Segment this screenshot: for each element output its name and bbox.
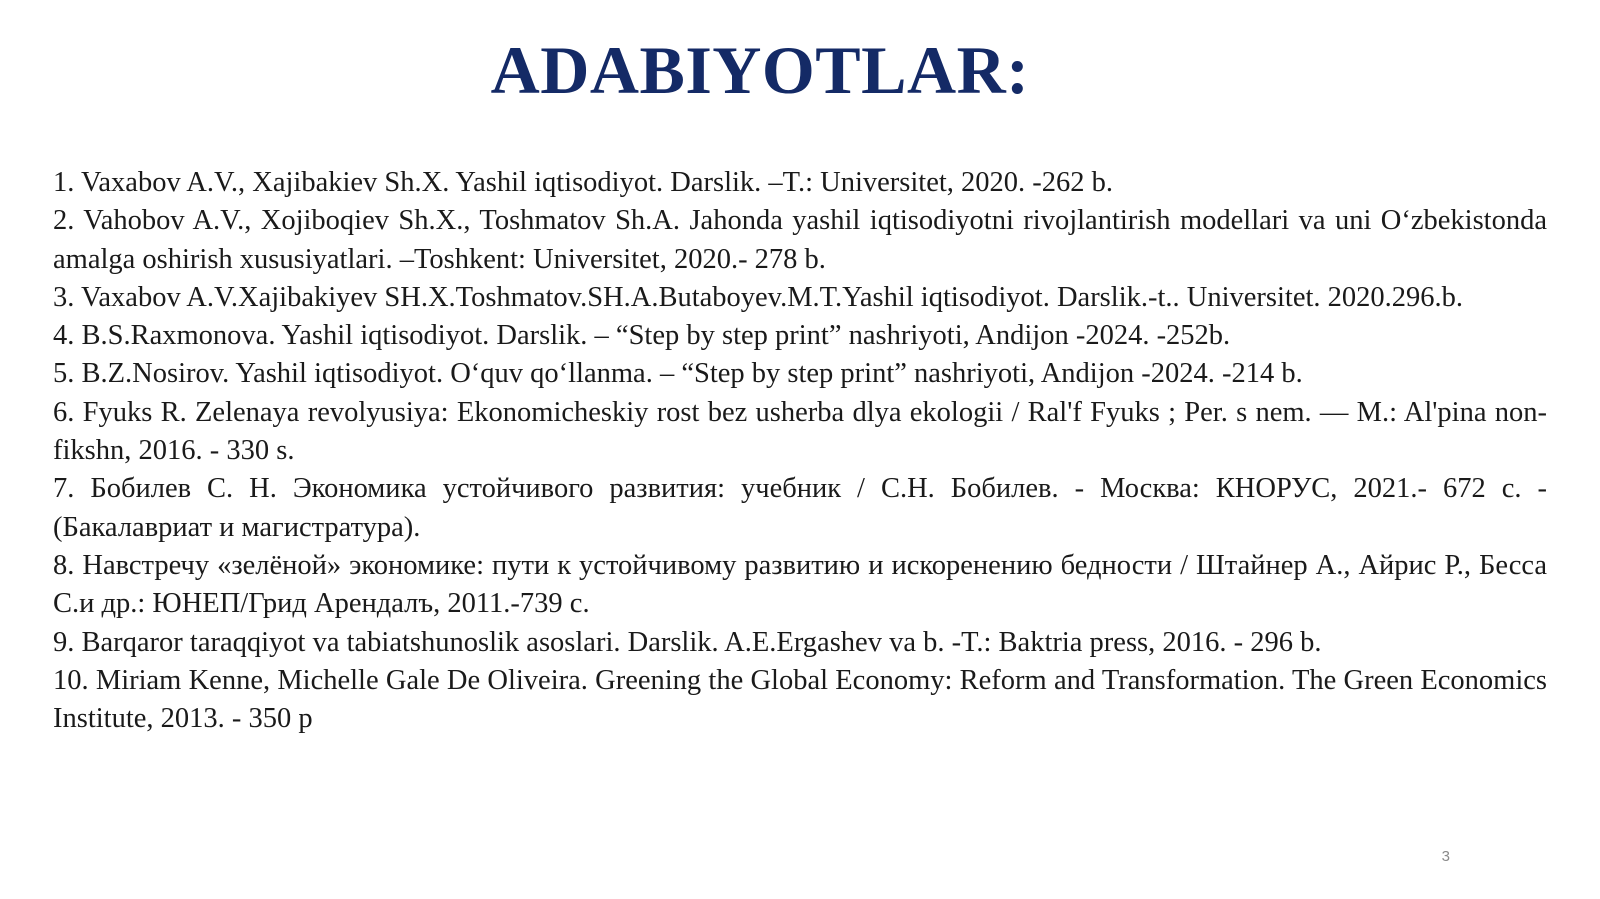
reference-item: 2. Vahobov A.V., Xojiboqiev Sh.X., Toshmatov Sh.A. Jahonda yashil iqtisodiyotni rivojlantirish modellari va uni O‘zbekistonda amalga oshirish xususiyatlari. –Toshkent: Universitet, 2020.- 278 b. (53, 205, 1547, 275)
page-number: 3 (1441, 848, 1450, 865)
reference-item: 3. Vaxabov A.V.Xajibakiyev SH.X.Toshmatov.SH.A.Butaboyev.M.T.Yashil iqtisodiyot. Darslik.-t.. Universitet. 2020.296.b. (53, 281, 1464, 313)
reference-item: 7. Бобилев С. Н. Экономика устойчивого развития: учебник / С.Н. Бобилев. - Москва: КНОРУС, 2021.- 672 с. - (Бакалавриат и магистратура). (53, 473, 1547, 543)
reference-item: 1. Vaxabov A.V., Xajibakiev Sh.X. Yashil iqtisodiyot. Darslik. –T.: Universitet, 2020. -262 b. (53, 167, 1114, 198)
reference-item: 4. B.S.Raxmonova. Yashil iqtisodiyot. Darslik. – “Step by step print” nashriyoti, Andijon -2024. -252b. (53, 320, 1231, 352)
reference-list (53, 164, 1547, 738)
slide-title: ADABIYOTLAR: (490, 32, 1030, 108)
reference-item: 6. Fyuks R. Zelenaya revolyusiya: Ekonomicheskiy rost bez usherba dlya ekologii / Ral'f Fyuks ; Per. s nem. — M.: Al'pina non-fikshn, 2016. - 330 s. (53, 396, 1547, 467)
reference-item: 8. Навстречу «зелёной» экономике: пути к устойчивому развитию и искоренению бедности / Штайнер А., Айрис Р., Бесса С.и др.: ЮНЕП/Грид Арендалъ, 2011.-739 с. (53, 549, 1547, 620)
reference-item: 5. B.Z.Nosirov. Yashil iqtisodiyot. O‘quv qo‘llanma. – “Step by step print” nashriyoti, Andijon -2024. -214 b. (53, 358, 1303, 390)
reference-item: 10. Miriam Kenne, Michelle Gale De Oliveira. Greening the Global Economy: Reform and Transformation. The Green Economics Institute, 2013. - 350 p (53, 664, 1547, 735)
reference-item: 9. Barqaror taraqqiyot va tabiatshunoslik asoslari. Darslik. A.E.Ergashev va b. -T.: Baktria press, 2016. - 296 b. (53, 626, 1322, 658)
